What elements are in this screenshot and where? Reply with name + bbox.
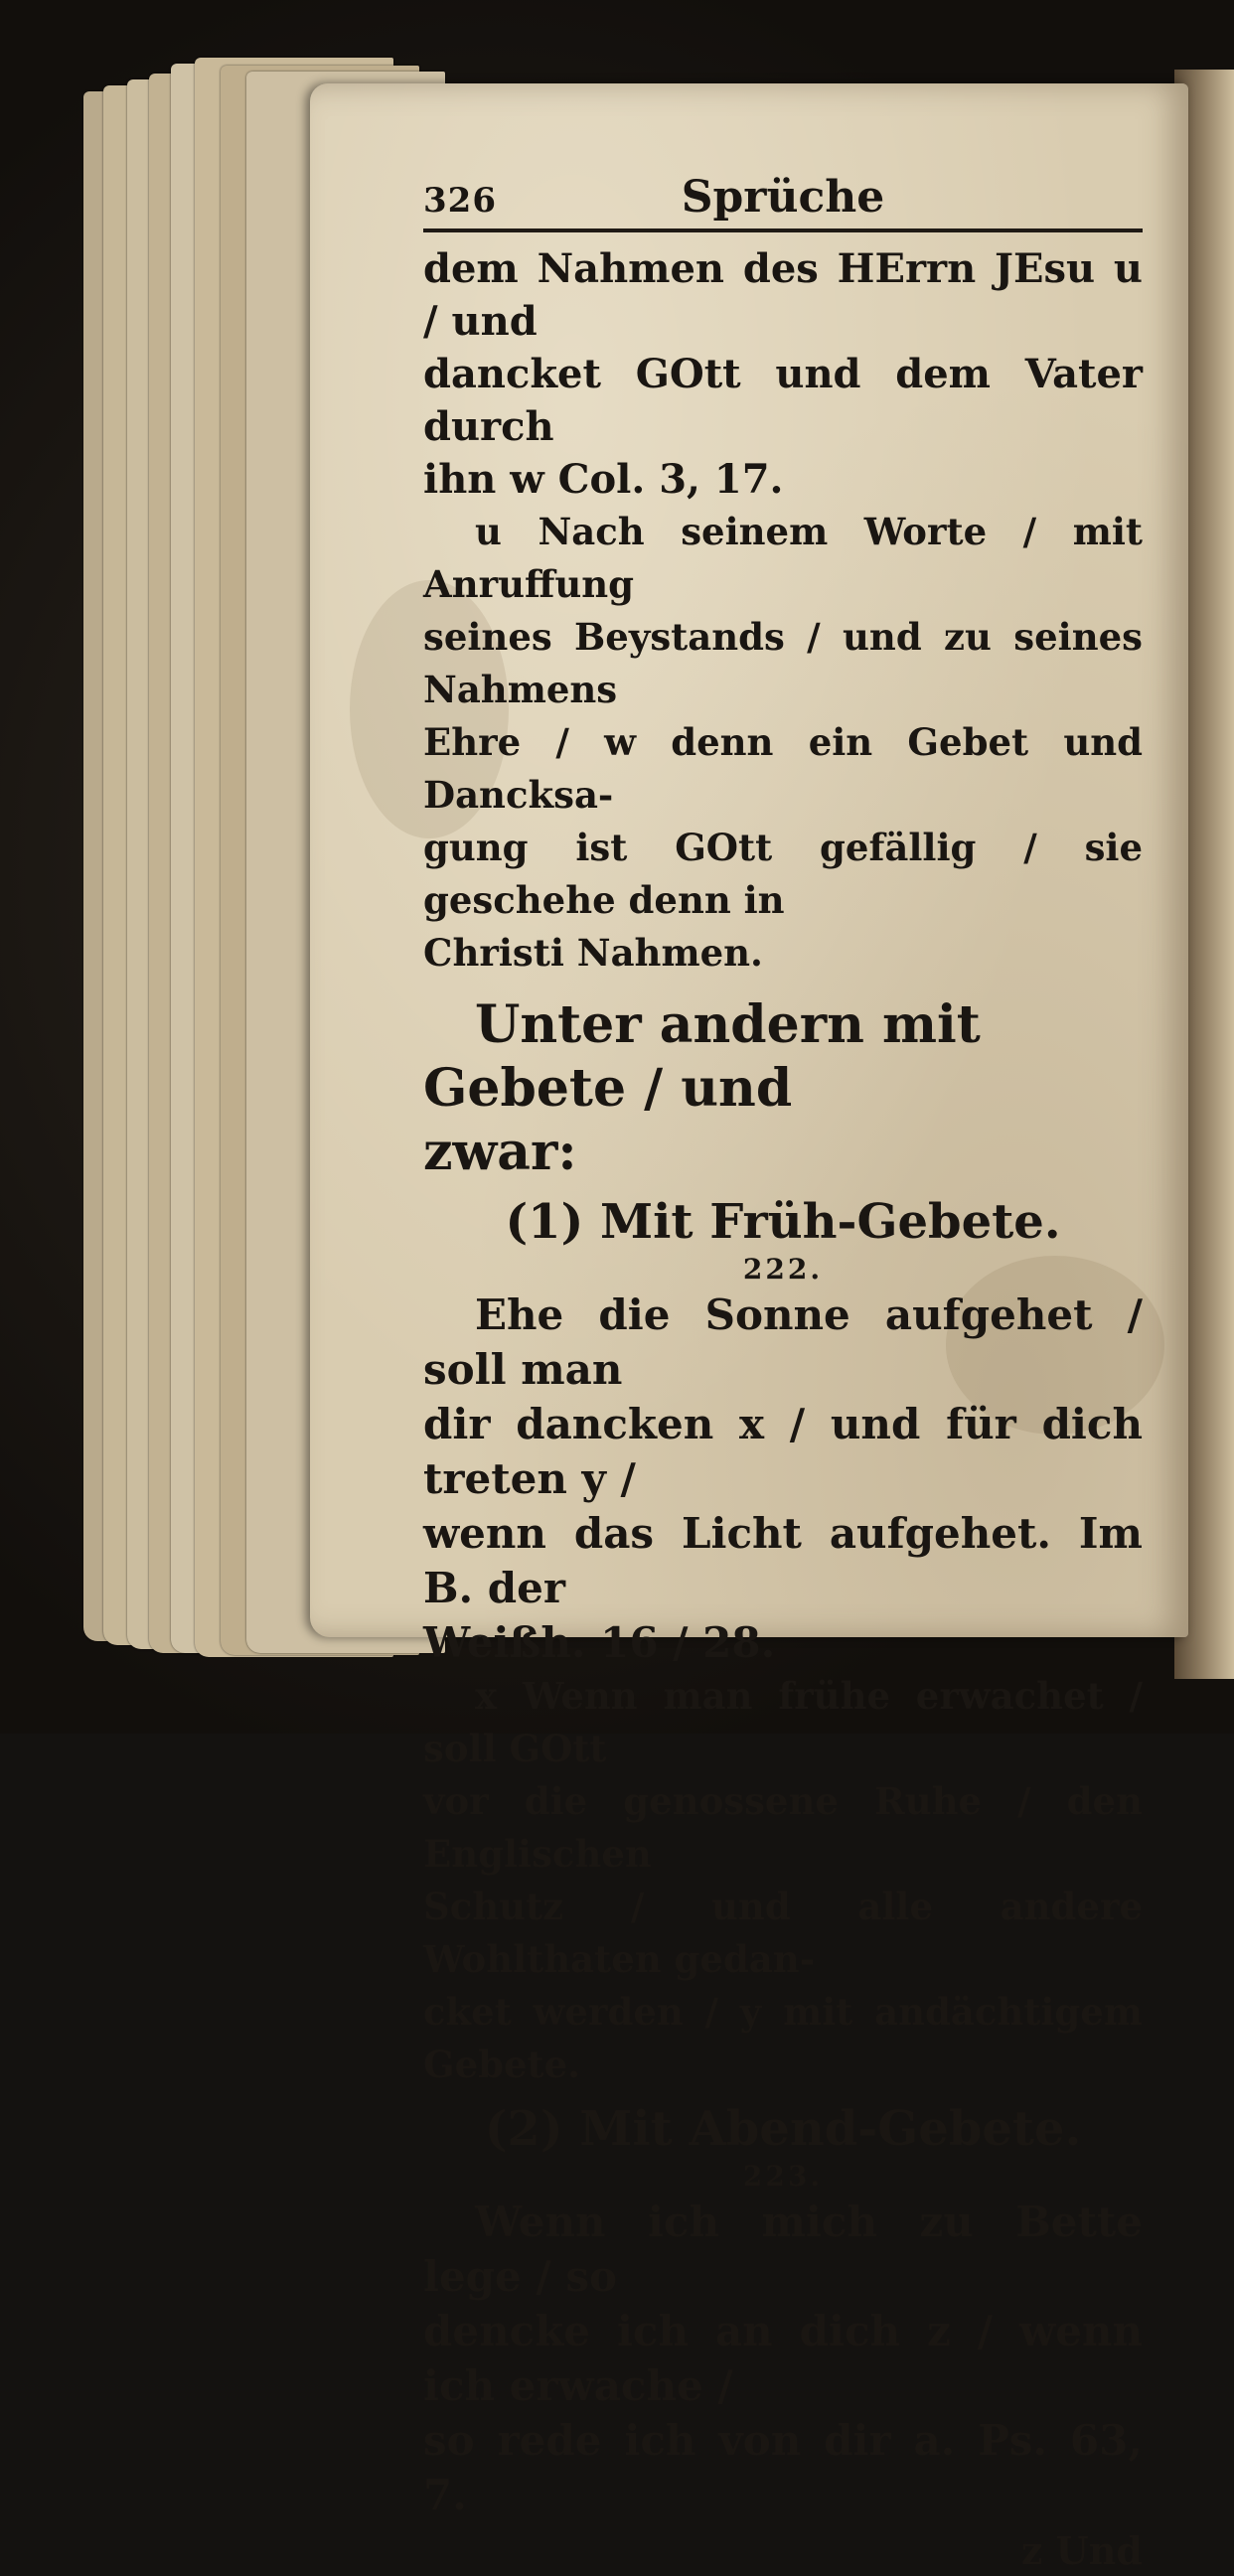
section-heading: Unter andern mit Gebete / und <box>423 994 981 1119</box>
verse-line: Ehe die Sonne aufgehet / soll man <box>423 1290 1143 1394</box>
verse-line: dencke ich an dich z / wenn ich erwache / <box>423 2307 1143 2410</box>
footnote-line: Schutz / und alle andere Wohlthaten gedan- <box>423 1885 1143 1981</box>
footnote-line: Ehre / w denn ein Gebet und Dancksa- <box>423 720 1143 817</box>
verse-line: Wenn ich mich zu Bette lege / so <box>423 2197 1143 2301</box>
footnote-line: gung ist GOtt gefällig / sie geschehe denn in <box>423 826 1143 922</box>
footnote-line: x Wenn man frühe erwachet / soll GOtt <box>423 1674 1143 1770</box>
catchword: z Und <box>1020 2528 1143 2573</box>
footnote-line: Christi Nahmen. <box>423 931 763 975</box>
footnote-line: cket werden / y mit andächtigem Gebete. <box>423 1990 1143 2086</box>
passage-line: dancket GOtt und dem Vater durch <box>423 351 1143 450</box>
verse-line: dir dancken x / und für dich treten y / <box>423 1400 1143 1503</box>
footnote-line: vor die genossene Ruhe / den Englischen <box>423 1779 1143 1876</box>
verse-number: 222. <box>742 1253 824 1286</box>
verse-number: 223. <box>742 2160 824 2193</box>
verse-line: Weißh. 16 / 28. <box>423 1618 776 1667</box>
evening-prayer-heading: (2) Mit Abend-Gebete. <box>484 2101 1082 2157</box>
book-page <box>310 83 1188 2573</box>
page-number: 326 <box>423 181 497 221</box>
passage-line: ihn w Col. 3, 17. <box>423 456 784 503</box>
passage-line: dem Nahmen des HErrn JEsu u / und <box>423 245 1143 345</box>
running-head: Sprüche <box>681 172 885 223</box>
footnote-line: seines Beystands / und zu seines Nahmens <box>423 615 1143 711</box>
page-header <box>423 169 1143 232</box>
page-text <box>423 169 1143 2576</box>
verse-line: so rede ich von dir a. Ps. 63, 7. <box>423 2416 1143 2519</box>
verse-line: wenn das Licht aufgehet. Im B. der <box>423 1509 1143 1612</box>
morning-prayer-heading: (1) Mit Früh-Gebete. <box>505 1194 1061 1250</box>
footnote-line: u Nach seinem Worte / mit Anruffung <box>423 510 1143 606</box>
section-heading: zwar: <box>423 1122 577 1182</box>
